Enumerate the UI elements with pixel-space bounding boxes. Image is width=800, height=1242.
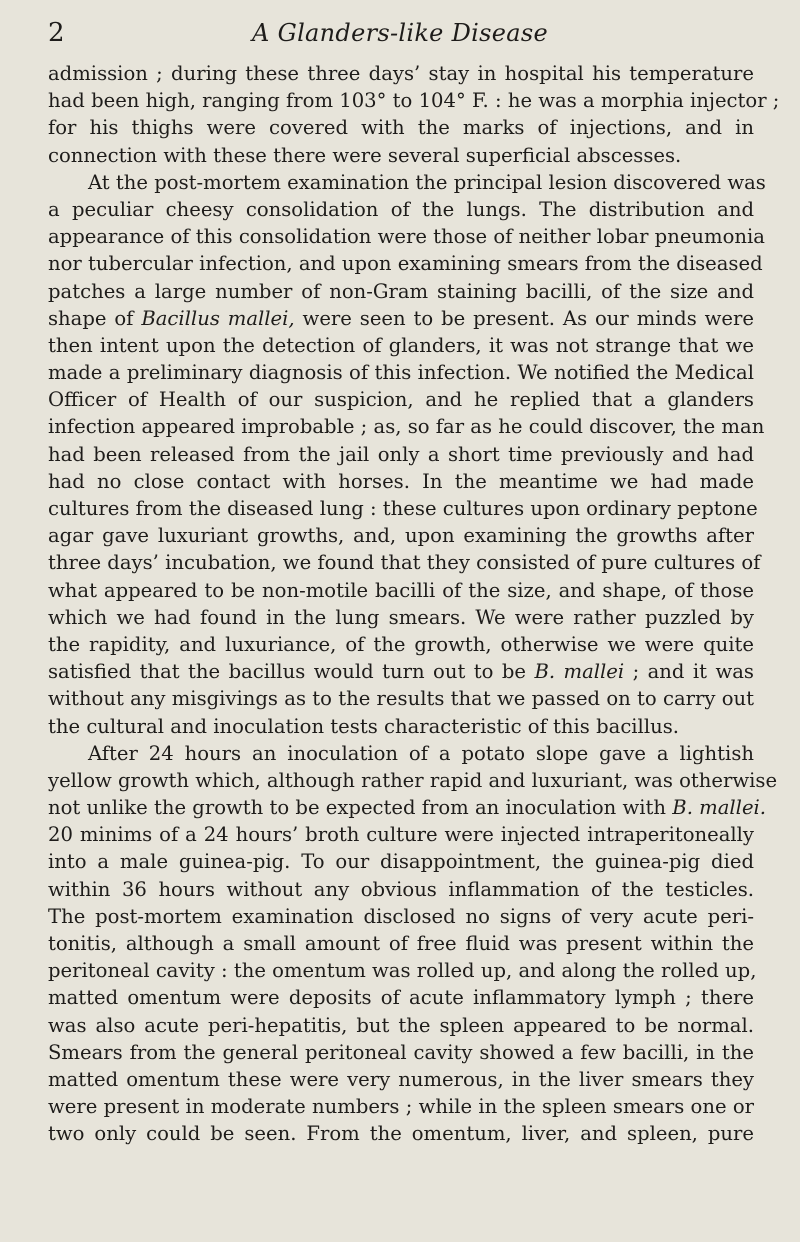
text-line [48, 604, 754, 631]
paragraph [48, 60, 780, 169]
text-segment: into a male guinea-pig. To our disappointment, the guinea-pig died [48, 850, 754, 874]
text-line [48, 984, 754, 1011]
text-segment: had been high, ranging from 103° to 104° F. : he was a morphia injector ; [48, 89, 780, 113]
text-segment: two only could be seen. From the omentum, liver, and spleen, pure [48, 1122, 754, 1146]
text-line [48, 441, 754, 468]
text-line [48, 631, 754, 658]
text-line [48, 332, 754, 359]
text-line [48, 577, 754, 604]
text-line [48, 848, 754, 875]
text-segment: were present in moderate numbers ; while in the spleen smears one or [48, 1095, 754, 1119]
text-line [48, 821, 754, 848]
text-segment: matted omentum were deposits of acute inflammatory lymph ; there [48, 986, 754, 1010]
text-line [48, 957, 757, 984]
body-text [48, 60, 780, 1148]
text-segment: The post-mortem examination disclosed no signs of very acute peri- [48, 904, 754, 928]
text-segment: satisfied that the bacillus would turn out to be [48, 660, 535, 684]
text-segment: nor tubercular infection, and upon examining smears from the diseased [48, 252, 763, 276]
italic-text-segment: B. mallei. [672, 796, 767, 820]
text-line [48, 386, 754, 413]
text-segment: ; and it was [624, 660, 754, 684]
text-segment: After 24 hours an inoculation of a potato slope gave a lightish [88, 741, 754, 765]
text-line [48, 305, 754, 332]
text-line [48, 794, 767, 821]
text-line [48, 1093, 754, 1120]
text-line [48, 903, 754, 930]
running-title: A Glanders-like Disease [252, 19, 548, 47]
text-line [48, 767, 778, 794]
text-segment: not unlike the growth to be expected from an inoculation with [48, 796, 673, 820]
text-line [48, 876, 754, 903]
text-segment: was also acute peri-hepatitis, but the spleen appeared to be normal. [48, 1013, 754, 1037]
text-segment: had been released from the jail only a short time previously and had [48, 442, 754, 466]
text-line [48, 87, 780, 114]
text-segment: Smears from the general peritoneal cavity showed a few bacilli, in the [48, 1040, 754, 1064]
text-line [48, 740, 754, 767]
page-number: 2 [48, 18, 65, 48]
text-segment: had no close contact with horses. In the meantime we had made [48, 469, 754, 493]
text-line [48, 196, 754, 223]
text-line [48, 658, 754, 685]
text-line [48, 549, 761, 576]
text-line [48, 169, 766, 196]
text-line [48, 685, 754, 712]
text-line [48, 930, 754, 957]
text-segment: infection appeared improbable ; as, so far as he could discover, the man [48, 415, 765, 439]
text-line [48, 1039, 754, 1066]
text-segment: Officer of Health of our suspicion, and he replied that a glanders [48, 388, 754, 412]
text-segment: agar gave luxuriant growths, and, upon examining the growths after [48, 524, 754, 548]
text-segment: were seen to be present. As our minds were [294, 306, 754, 330]
text-segment: patches a large number of non-Gram staining bacilli, of the size and [48, 279, 754, 303]
text-line [48, 713, 754, 740]
paragraph [48, 169, 766, 740]
text-segment: without any misgivings as to the results that we passed on to carry out [48, 687, 754, 711]
italic-text-segment: Bacillus mallei, [141, 306, 295, 330]
page-header [48, 18, 752, 52]
text-segment: tonitis, although a small amount of free fluid was present within the [48, 932, 754, 955]
text-segment: what appeared to be non-motile bacilli of the size, and shape, of those [48, 578, 754, 602]
text-line [48, 1066, 754, 1093]
text-segment: At the post-mortem examination the principal lesion discovered was [88, 170, 766, 194]
italic-text-segment: B. mallei [534, 660, 625, 684]
text-segment: a peculiar cheesy consolidation of the lungs. The distribution and [48, 197, 754, 221]
paragraph [48, 740, 778, 1148]
text-line [48, 495, 758, 522]
text-line [48, 114, 754, 141]
text-segment: the rapidity, and luxuriance, of the growth, otherwise we were quite [48, 632, 754, 656]
text-segment: which we had found in the lung smears. We were rather puzzled by [48, 605, 754, 629]
text-segment: made a preliminary diagnosis of this infection. We notified the Medical [48, 361, 754, 385]
text-line [48, 359, 754, 386]
text-line [48, 1012, 754, 1039]
text-segment: then intent upon the detection of glanders, it was not strange that we [48, 333, 754, 357]
text-segment: the cultural and inoculation tests characteristic of this bacillus. [48, 714, 679, 738]
text-segment: within 36 hours without any obvious inflammation of the testicles. [48, 877, 754, 901]
text-segment: connection with these there were several superficial abscesses. [48, 143, 682, 167]
text-line [48, 468, 754, 495]
text-line [48, 60, 754, 87]
text-segment: peritoneal cavity : the omentum was rolled up, and along the rolled up, [48, 959, 757, 983]
text-line [48, 250, 763, 277]
text-segment: matted omentum these were very numerous, in the liver smears they [48, 1067, 754, 1091]
text-segment: appearance of this consolidation were those of neither lobar pneumonia [48, 225, 765, 249]
text-line [48, 278, 754, 305]
text-segment: for his thighs were covered with the marks of injections, and in [48, 116, 754, 140]
text-line [48, 1120, 754, 1147]
text-segment: cultures from the diseased lung : these cultures upon ordinary peptone [48, 497, 758, 520]
text-segment: 20 minims of a 24 hours’ broth culture were injected intraperitoneally [48, 823, 754, 847]
text-line [48, 142, 754, 169]
text-line [48, 522, 754, 549]
text-line [48, 413, 765, 440]
text-segment: shape of [48, 306, 142, 330]
text-line [48, 223, 765, 250]
text-segment: three days’ incubation, we found that they consisted of pure cultures of [48, 551, 761, 575]
text-segment: admission ; during these three days’ stay in hospital his temperature [48, 62, 754, 85]
text-segment: yellow growth which, although rather rapid and luxuriant, was otherwise [48, 768, 778, 792]
